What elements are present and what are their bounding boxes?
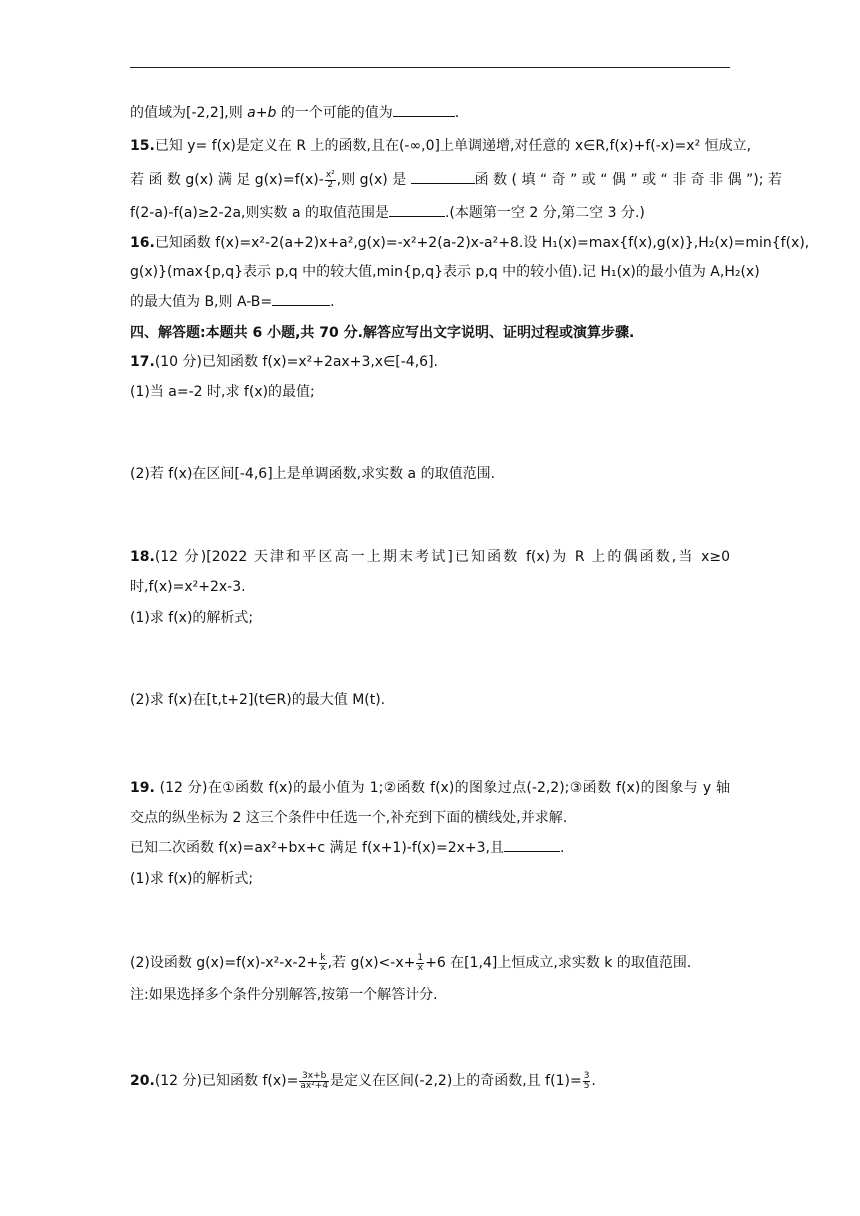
q14-text2: 的一个可能的值为 [276,105,393,121]
q14-var: a+b [247,105,277,121]
q14-tail: 的值域为[-2,2],则 a+b 的一个可能的值为 . [130,105,460,121]
answer-blank[interactable] [272,292,330,306]
question-number: 18. [130,549,155,565]
header-rule [130,67,730,68]
q15-line2: 若 函 数 g(x) 满 足 g(x)=f(x)- $\frac{\text{x²}}{2}$ ,则 g(x) 是 函 数 ( 填 “ 奇 ” 或 “ 偶 ” 或 “ 非 奇 非 偶 ”); 若 [130,169,782,190]
q16-line1: 16.已知函数 f(x)=x²-2(a+2)x+a²,g(x)=-x²+2(a-2)x-a²+8.设 H₁(x)=max{f(x),g(x)},H₂(x)=min{f(x), [130,235,810,251]
q18-line1: 18.(12 分)[2022 天津和平区高一上期末考试]已知函数 f(x)为 R 上的偶函数,当 x≥0 [130,549,730,565]
q16-line3: 的最大值为 B,则 A-B= . [130,294,335,310]
q19-note: 注:如果选择多个条件分别解答,按第一个解答计分. [130,987,438,1003]
question-number: 15. [130,138,155,154]
q17-stem: 17.(10 分)已知函数 f(x)=x²+2ax+3,x∈[-4,6]. [130,354,438,370]
section-heading: 四、解答题:本题共 6 小题,共 70 分.解答应写出文字说明、证明过程或演算步骤. [130,325,635,341]
q20-stem: 20.(12 分)已知函数 f(x)= $\frac{3x+b}{\text{ax²+4}}$ 是定义在区间(-2,2)上的奇函数,且 f(1)= $\frac{3}{5}$ . [130,1070,596,1091]
fraction-three-fifths: $\frac{3}{5}$ [583,1070,590,1091]
q18-part1: (1)求 f(x)的解析式; [130,610,254,626]
question-number: 19. [130,780,155,796]
q19-line1: 19. (12 分)在①函数 f(x)的最小值为 1;②函数 f(x)的图象过点(-2,2);③函数 f(x)的图象与 y 轴 [130,780,730,796]
q15-line3: f(2-a)-f(a)≥2-2a,则实数 a 的取值范围是 .(本题第一空 2 分,第二空 3 分.) [130,205,645,221]
q17-part1: (1)当 a=-2 时,求 f(x)的最值; [130,384,315,400]
q17-part2: (2)若 f(x)在区间[-4,6]上是单调函数,求实数 a 的取值范围. [130,466,496,482]
q19-part1: (1)求 f(x)的解析式; [130,871,254,887]
q16-line2: g(x)}(max{p,q}表示 p,q 中的较大值,min{p,q}表示 p,q 中的较小值).记 H₁(x)的最小值为 A,H₂(x) [130,264,760,280]
q19-line2: 交点的纵坐标为 2 这三个条件中任选一个,补充到下面的横线处,并求解. [130,810,568,826]
q19-line3: 已知二次函数 f(x)=ax²+bx+c 满足 f(x+1)-f(x)=2x+3,且 . [130,840,565,856]
question-number: 16. [130,235,155,251]
fraction-k-over-x: $\frac{k}{x}$ [320,952,326,973]
fraction-q20-expr: $\frac{3x+b}{\text{ax²+4}}$ [300,1070,329,1091]
q14-text: 的值域为[-2,2],则 [130,105,248,121]
q15-line1: 15.已知 y= f(x)是定义在 R 上的函数,且在(-∞,0]上单调递增,对任意的 x∈R,f(x)+f(-x)=x² 恒成立, [130,138,752,154]
q18-line2: 时,f(x)=x²+2x-3. [130,579,246,595]
answer-blank[interactable] [393,103,455,117]
answer-blank[interactable] [504,838,560,852]
answer-blank[interactable] [411,170,475,184]
answer-blank[interactable] [389,203,445,217]
question-number: 20. [130,1073,155,1089]
q18-part2: (2)求 f(x)在[t,t+2](t∈R)的最大值 M(t). [130,692,386,708]
question-number: 17. [130,354,155,370]
q19-part2: (2)设函数 g(x)=f(x)-x²-x-2+ $\frac{k}{x}$ ,若 g(x)<-x+ $\frac{1}{x}$ +6 在[1,4]上恒成立,求实数 k 的取值范围. [130,952,692,973]
fraction-x2-over-2: $\frac{\text{x²}}{2}$ [325,169,335,190]
fraction-1-over-x: $\frac{1}{x}$ [417,952,424,973]
